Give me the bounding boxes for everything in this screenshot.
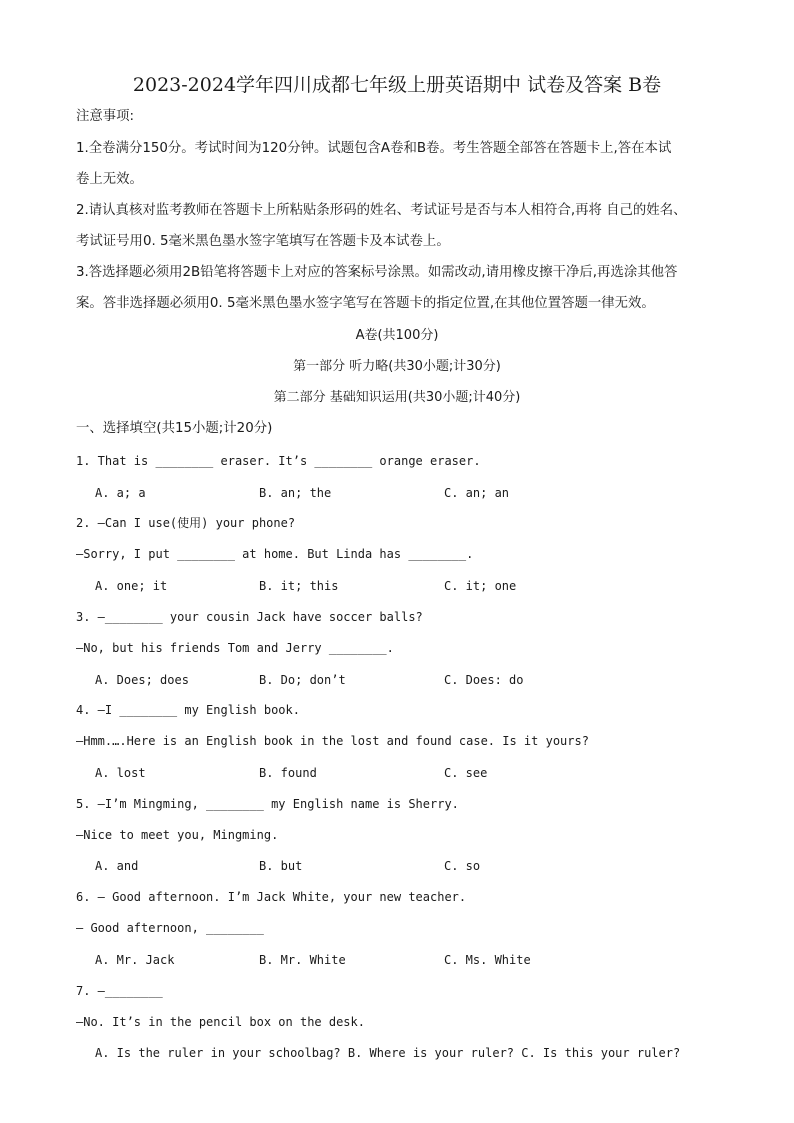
question-4-option-b: B. found — [259, 766, 317, 780]
notice-line-2: 卷上无效。 — [76, 172, 143, 187]
question-3-stem: 3. —________ your cousin Jack have soccer balls? — [76, 610, 423, 624]
section-a-heading: A卷(共100分) — [355, 328, 439, 343]
part-one-heading: 第一部分 听力略(共30小题;计30分) — [293, 359, 501, 374]
notice-line-6: 案。答非选择题必须用0. 5毫米黑色墨水签字笔写在答题卡的指定位置,在其他位置答题一律无效。 — [76, 296, 655, 311]
page-title: 2023-2024学年四川成都七年级上册英语期中 试卷及答案 B卷 — [132, 74, 662, 96]
question-5-reply: —Nice to meet you, Mingming. — [76, 828, 279, 842]
question-3-option-a: A. Does; does — [95, 673, 189, 687]
question-1-option-c: C. an; an — [444, 486, 510, 500]
notice-heading: 注意事项: — [76, 109, 135, 124]
question-7-stem: 7. —________ — [76, 984, 163, 998]
question-1-option-a: A. a; a — [95, 486, 146, 500]
question-1-stem: 1. That is ________ eraser. It’s ________ orange eraser. — [76, 454, 481, 468]
question-6-option-b: B. Mr. White — [259, 953, 346, 967]
question-7-reply: —No. It’s in the pencil box on the desk. — [76, 1015, 365, 1029]
question-1-option-b: B. an; the — [259, 486, 332, 500]
question-7-options: A. Is the ruler in your schoolbag? B. Where is your ruler? C. Is this your ruler? — [95, 1046, 681, 1060]
question-6-stem: 6. — Good afternoon. I’m Jack White, your new teacher. — [76, 890, 467, 904]
question-5-option-a: A. and — [95, 859, 139, 873]
notice-line-5: 3.答选择题必须用2B铅笔将答题卡上对应的答案标号涂黑。如需改动,请用橡皮擦干净后,再选涂其他答 — [76, 265, 678, 280]
question-4-reply: —Hmm.….Here is an English book in the lost and found case. Is it yours? — [76, 734, 589, 748]
question-2-stem: 2. —Can I use(使用) your phone? — [76, 516, 296, 530]
notice-line-1: 1.全卷满分150分。考试时间为120分钟。试题包含A卷和B卷。考生答题全部答在答题卡上,答在本试 — [76, 141, 672, 156]
question-2-reply: —Sorry, I put ________ at home. But Linda has ________. — [76, 547, 474, 561]
question-4-option-a: A. lost — [95, 766, 146, 780]
question-2-option-b: B. it; this — [259, 579, 339, 593]
question-2-option-a: A. one; it — [95, 579, 168, 593]
question-4-stem: 4. —I ________ my English book. — [76, 703, 300, 717]
question-3-option-b: B. Do; don’t — [259, 673, 346, 687]
question-3-reply: —No, but his friends Tom and Jerry ________. — [76, 641, 394, 655]
question-5-option-b: B. but — [259, 859, 303, 873]
question-5-stem: 5. —I’m Mingming, ________ my English name is Sherry. — [76, 797, 459, 811]
subsection-one-heading: 一、选择填空(共15小题;计20分) — [76, 421, 273, 436]
notice-line-3: 2.请认真核对监考教师在答题卡上所粘贴条形码的姓名、考试证号是否与本人相符合,再将 自己的姓名、 — [76, 203, 687, 218]
part-two-heading: 第二部分 基础知识运用(共30小题;计40分) — [273, 390, 521, 405]
question-5-option-c: C. so — [444, 859, 481, 873]
notice-line-4: 考试证号用0. 5毫米黑色墨水签字笔填写在答题卡及本试卷上。 — [76, 234, 450, 249]
question-2-option-c: C. it; one — [444, 579, 517, 593]
question-4-option-c: C. see — [444, 766, 488, 780]
question-6-option-a: A. Mr. Jack — [95, 953, 175, 967]
question-6-reply: — Good afternoon, ________ — [76, 921, 264, 935]
question-6-option-c: C. Ms. White — [444, 953, 531, 967]
question-3-option-c: C. Does: do — [444, 673, 524, 687]
